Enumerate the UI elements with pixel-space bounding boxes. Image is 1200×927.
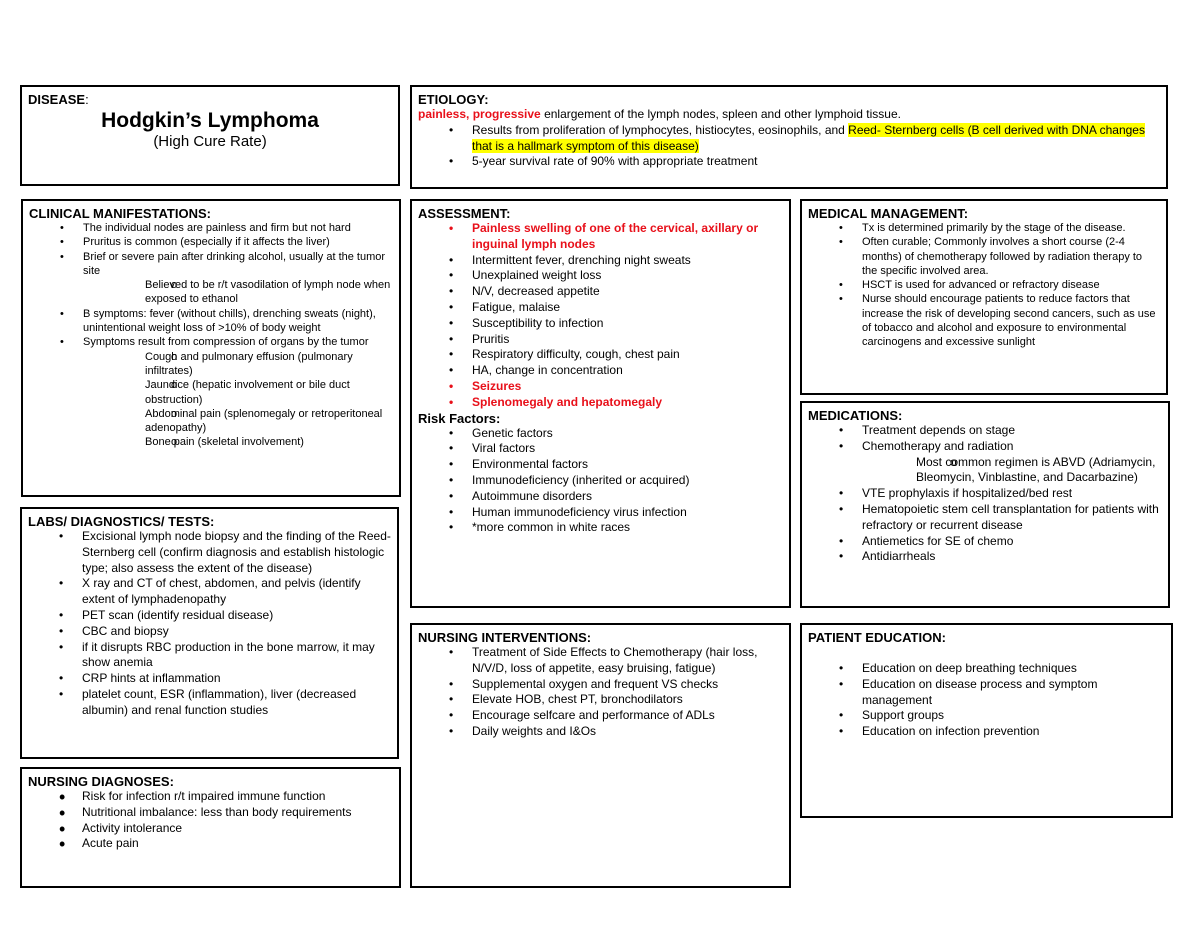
interventions-header: NURSING INTERVENTIONS: xyxy=(418,630,592,645)
list-item: • Results from proliferation of lymphocytes, histiocytes, eosinophils, and Reed- Sternberg cells (B cell derived with DNA changes that is a hallmark symptom of this disease) xyxy=(418,123,1160,155)
list-item: • X ray and CT of chest, abdomen, and pelvis (identify extent of lymphadenopathy xyxy=(28,576,391,608)
etiology-lead: painless, progressive enlargement of the lymph nodes, spleen and other lymphoid tissue. xyxy=(418,107,901,121)
list-item: • HSCT is used for advanced or refractory disease xyxy=(808,278,1160,292)
list-item: • Risk for infection r/t impaired immune function xyxy=(28,789,393,805)
list-item: • Treatment depends on stage xyxy=(808,423,1162,439)
list-item: • if it disrupts RBC production in the bone marrow, it may show anemia xyxy=(28,640,391,672)
list-item: • Immunodeficiency (inherited or acquired) xyxy=(418,473,783,489)
list-item: • Encourage selfcare and performance of ADLs xyxy=(418,708,783,724)
medications-header: MEDICATIONS: xyxy=(808,408,903,423)
list-item: o Abdominal pain (splenomegaly or retroperitoneal adenopathy) xyxy=(83,407,393,436)
list-item: o Most common regimen is ABVD (Adriamycin, Bleomycin, Vinblastine, and Dacarbazine) xyxy=(862,455,1162,487)
list-item: • CRP hints at inflammation xyxy=(28,671,391,687)
list-item: • Tx is determined primarily by the stage of the disease. xyxy=(808,221,1160,235)
medications-box xyxy=(800,401,1170,608)
disease-subtitle: (High Cure Rate) xyxy=(153,133,267,150)
list-item: • Hematopoietic stem cell transplantation for patients with refractory or recurrent disease xyxy=(808,502,1162,534)
list-item: • 5-year survival rate of 90% with appropriate treatment xyxy=(418,154,1160,170)
list-item: • Splenomegaly and hepatomegaly xyxy=(418,395,783,411)
list-item: • Brief or severe pain after drinking alcohol, usually at the tumor site o Believed to be r/t vasodilation of lymph node when exposed to ethanol xyxy=(29,250,393,307)
list-item: • Symptoms result from compression of organs by the tumor o Cough and pulmonary effusion (pulmonary infiltrates) o Jaundice (hepatic involvement or bile duct obstruction) o Abdominal pain (splenomegaly or retroperitoneal adenopathy) o Bone pain (skeletal involvement) xyxy=(29,335,393,449)
list-item: • Pruritis xyxy=(418,332,783,348)
etiology-header: ETIOLOGY: xyxy=(418,92,489,107)
diagnoses-box xyxy=(20,767,401,888)
assessment-header: ASSESSMENT: xyxy=(418,206,511,221)
list-item: • Nutritional imbalance: less than body requirements xyxy=(28,805,393,821)
list-item: o Cough and pulmonary effusion (pulmonary infiltrates) xyxy=(83,350,393,379)
list-item: • Excisional lymph node biopsy and the finding of the Reed-Sternberg cell (confirm diagnosis and establish histologic type; also assess the extent of the disease) xyxy=(28,529,391,576)
education-header: PATIENT EDUCATION: xyxy=(808,630,946,645)
education-box xyxy=(800,623,1173,818)
list-item: • Environmental factors xyxy=(418,457,783,473)
list-item: • Elevate HOB, chest PT, bronchodilators xyxy=(418,692,783,708)
list-item: • Intermittent fever, drenching night sweats xyxy=(418,253,783,269)
list-item: • Pruritus is common (especially if it affects the liver) xyxy=(29,235,393,249)
labs-header: LABS/ DIAGNOSTICS/ TESTS: xyxy=(28,514,215,529)
list-item: o Bone pain (skeletal involvement) xyxy=(83,435,393,449)
clinical-header: CLINICAL MANIFESTATIONS: xyxy=(29,206,211,221)
list-item: • Activity intolerance xyxy=(28,821,393,837)
diagnoses-header: NURSING DIAGNOSES: xyxy=(28,774,174,789)
list-item: • platelet count, ESR (inflammation), liver (decreased albumin) and renal function studies xyxy=(28,687,391,719)
list-item: • Unexplained weight loss xyxy=(418,268,783,284)
assessment-box xyxy=(410,199,791,608)
list-item: • Daily weights and I&Os xyxy=(418,724,783,740)
list-item: • Nurse should encourage patients to reduce factors that increase the risk of developing second cancers, such as use of tobacco and alcohol and exposure to environmental carcinogens and excessive sunlight xyxy=(808,292,1160,349)
list-item: o Jaundice (hepatic involvement or bile duct obstruction) xyxy=(83,378,393,407)
list-item: • PET scan (identify residual disease) xyxy=(28,608,391,624)
labs-box xyxy=(20,507,399,759)
list-item: • Human immunodeficiency virus infection xyxy=(418,505,783,521)
list-item: • CBC and biopsy xyxy=(28,624,391,640)
list-item: • Antiemetics for SE of chemo xyxy=(808,534,1162,550)
etiology-box xyxy=(410,85,1168,189)
list-item: • *more common in white races xyxy=(418,520,783,536)
list-item: • Autoimmune disorders xyxy=(418,489,783,505)
list-item: o Believed to be r/t vasodilation of lymph node when exposed to ethanol xyxy=(83,278,393,307)
medical-box xyxy=(800,199,1168,395)
list-item: • Antidiarrheals xyxy=(808,549,1162,565)
list-item: • Acute pain xyxy=(28,836,393,852)
list-item: • Education on deep breathing techniques xyxy=(808,661,1165,677)
list-item: • Education on infection prevention xyxy=(808,724,1165,740)
list-item: • Education on disease process and symptom management xyxy=(808,677,1165,709)
disease-name: Hodgkin’s Lymphoma xyxy=(101,109,319,132)
list-item: • Often curable; Commonly involves a short course (2-4 months) of chemotherapy followed by radiation therapy to the specific involved area. xyxy=(808,235,1160,278)
list-item: • Respiratory difficulty, cough, chest pain xyxy=(418,347,783,363)
list-item: • Chemotherapy and radiation o Most common regimen is ABVD (Adriamycin, Bleomycin, Vinblastine, and Dacarbazine) xyxy=(808,439,1162,486)
clinical-box xyxy=(21,199,401,497)
disease-box xyxy=(20,85,400,186)
list-item: • Seizures xyxy=(418,379,783,395)
list-item: • B symptoms: fever (without chills), drenching sweats (night), unintentional weight loss of >10% of body weight xyxy=(29,307,393,336)
list-item: • Fatigue, malaise xyxy=(418,300,783,316)
list-item: • Genetic factors xyxy=(418,426,783,442)
list-item: • Viral factors xyxy=(418,441,783,457)
list-item: • Susceptibility to infection xyxy=(418,316,783,332)
list-item: • VTE prophylaxis if hospitalized/bed rest xyxy=(808,486,1162,502)
list-item: • The individual nodes are painless and firm but not hard xyxy=(29,221,393,235)
list-item: • Painless swelling of one of the cervical, axillary or inguinal lymph nodes xyxy=(418,221,783,253)
list-item: • Support groups xyxy=(808,708,1165,724)
list-item: • N/V, decreased appetite xyxy=(418,284,783,300)
risk-factors-header: Risk Factors: xyxy=(418,410,501,426)
medical-header: MEDICAL MANAGEMENT: xyxy=(808,206,969,221)
interventions-box xyxy=(410,623,791,888)
list-item: • Supplemental oxygen and frequent VS checks xyxy=(418,677,783,693)
list-item: • HA, change in concentration xyxy=(418,363,783,379)
disease-label: DISEASE: xyxy=(28,92,89,107)
list-item: • Treatment of Side Effects to Chemotherapy (hair loss, N/V/D, loss of appetite, easy bruising, fatigue) xyxy=(418,645,783,677)
